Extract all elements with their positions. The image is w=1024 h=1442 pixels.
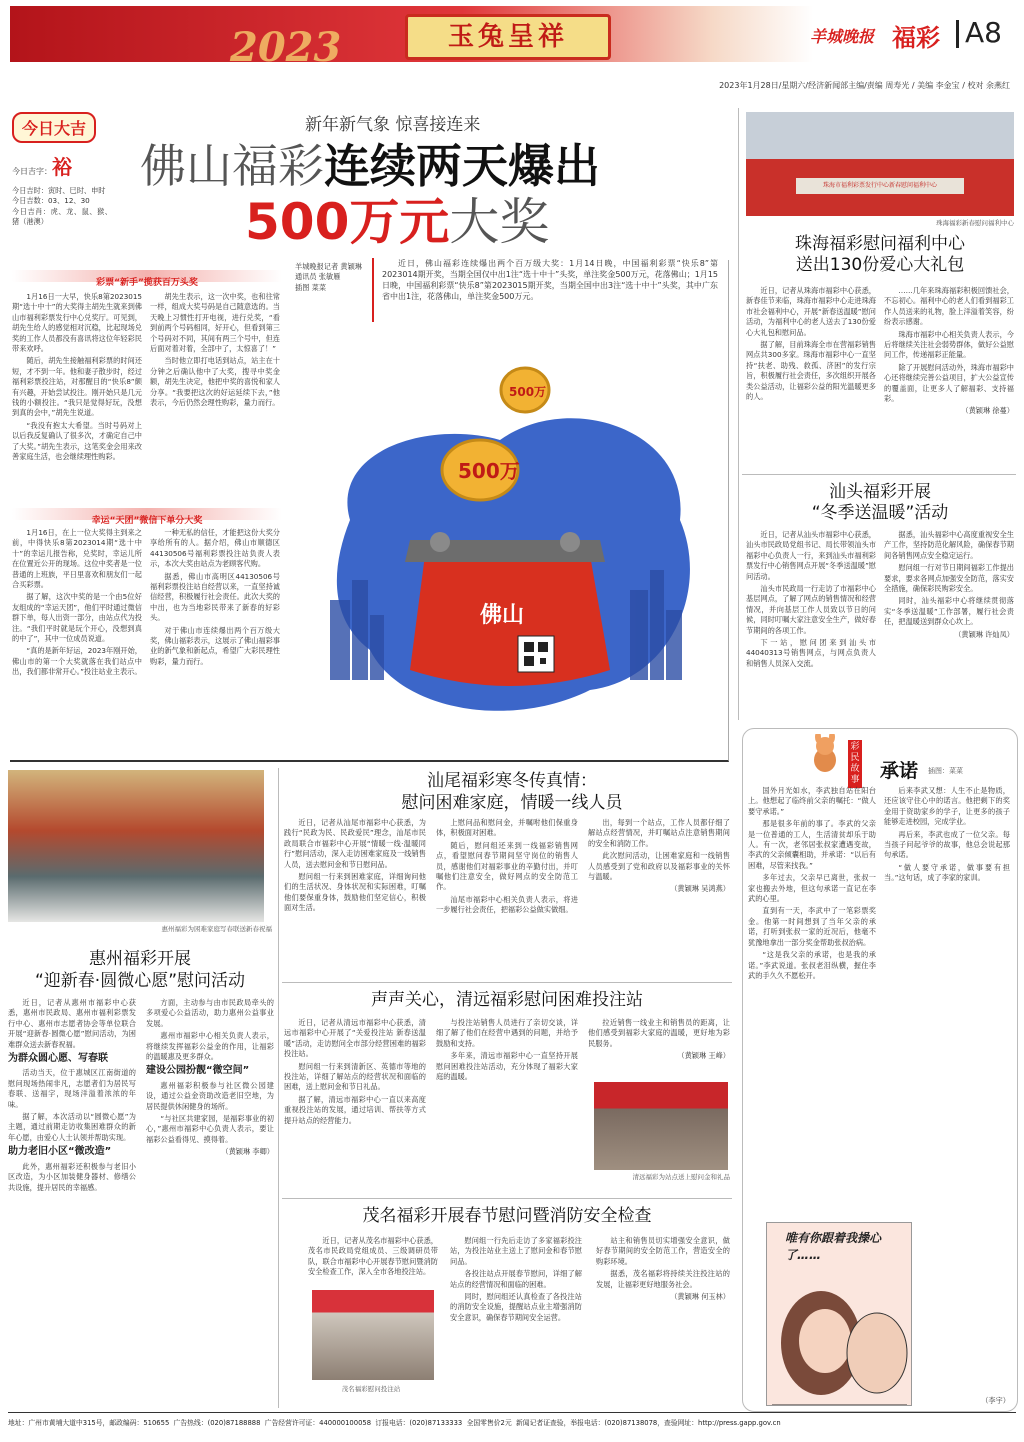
column-rule xyxy=(738,108,739,720)
paragraph: 再后来，李武也成了一位父亲。每当孩子问起爷爷的故事，他总会说起那句承诺。 xyxy=(884,829,1010,860)
masthead xyxy=(10,6,1014,71)
story-col-1 xyxy=(748,786,876,1216)
almanac-line: 今日吉时：寅时、巳时、申时 xyxy=(12,186,106,195)
maoming-photo xyxy=(312,1290,434,1380)
paragraph: 拉近销售一线业主和销售员的距离，让他们感受到福彩大家庭的温暖，更好地为彩民服务。 xyxy=(588,1018,730,1048)
author: （黄颖琳 徐蔓） xyxy=(961,406,1014,416)
maoming-col-3 xyxy=(596,1236,730,1406)
zhuhai-title: 珠海福彩慰问福利中心 送出130份爱心大礼包 xyxy=(795,234,965,275)
paragraph: 下一站，慰问团来到汕头市44040313号销售网点，与网点负责人和销售人员深入交流。 xyxy=(746,638,876,668)
footer-license: 广告经营许可证：440000100058 xyxy=(264,1419,372,1427)
story-title: 承诺 xyxy=(880,760,919,782)
lead-col-1 xyxy=(12,292,142,502)
huizhou-col-2 xyxy=(146,998,274,1404)
story-illus: 插图：菜菜 xyxy=(928,767,963,775)
paragraph: “这是我父亲的承诺，也是我的承诺。”李武说道。张叔老泪纵横，握住李武的手久久不愿松开。 xyxy=(748,950,876,980)
almanac-line: 今日吉肖：虎、龙、鼠、猴、猪（港澳） xyxy=(12,206,112,227)
paragraph: “与社区共建家园，是福彩事业的初心，”惠州市福彩中心负责人表示，要让福彩公益看得见、摸得着。 xyxy=(146,1114,274,1144)
paragraph: 对于佛山市连续爆出两个百万级大奖，佛山福彩表示，这展示了佛山福彩事业的新气象和新起点，希望广大彩民理性购彩，量力而行。 xyxy=(150,625,280,666)
paragraph: 当时他立即打电话到站点，站主在十分钟之后确认他中了大奖，搜寻中奖金额，胡先生决定，他把中奖的喜悦和家人分享。“我要把这次的好运延续下去，”他表示，今后仍然会理性购彩，量力而行。 xyxy=(150,356,280,408)
maoming-title: 茂名福彩开展春节慰问暨消防安全检查 xyxy=(362,1206,652,1226)
almanac-yi-label: 今日吉字： xyxy=(12,167,52,176)
almanac-line: 今日吉数：03、12、30 xyxy=(12,196,90,206)
mascot-icon xyxy=(808,734,842,774)
story-comic xyxy=(766,1222,912,1406)
paragraph: 据悉，佛山市高明区44130506号福利彩票投注站自经营以来，一直坚持诚信经营，积极履行社会责任。此次大奖的中出，也为当地彩民带来了新春的好彩头。 xyxy=(150,571,280,623)
qingyuan-photo xyxy=(594,1082,728,1170)
qingyuan-col-3 xyxy=(588,1018,730,1072)
paragraph: 慰问组一行对节日期间福彩工作提出要求，要求各网点加强安全防范，落实安全措施，确保彩民购彩安全。 xyxy=(884,563,1014,594)
lead-col-5 xyxy=(150,528,280,756)
year-label: 2023 xyxy=(230,24,342,71)
paragraph: “真的是新年好运，2023年刚开始，佛山市的第一个大奖就落在我们站点中出，我们都非常开心。”投注站业主表示。 xyxy=(12,646,142,677)
paragraph: 珠海市福彩中心相关负责人表示，今后将继续关注社会弱势群体，做好公益慰问工作，传递福彩正能量。 xyxy=(884,329,1014,360)
qingyuan-title: 声声关心，清远福彩慰问困难投注站 xyxy=(371,990,643,1010)
page-number: A8 xyxy=(965,16,1002,49)
photo-banner: 珠海市福利彩票发行中心新春慰问福利中心 xyxy=(796,178,964,194)
page-divider xyxy=(956,20,959,48)
comic-text: 唯有你跟着我操心了…… xyxy=(785,1231,882,1262)
shanwei-col-3 xyxy=(588,818,730,980)
shantou-col-2 xyxy=(884,530,1014,722)
photo-caption: 珠海福彩新春慰问福利中心 xyxy=(936,219,1014,227)
lead-title-line2 xyxy=(245,192,549,252)
paragraph: 胡先生表示，这一次中奖，也和往常一样，组成大奖号码是自己随意选的。当天晚上习惯性打开电视，进行兑奖，“看到前两个号码相同，好开心，但看到第三个号码对不同，其间有两三个号中，但连后面对着对着，全部中了，太惊喜了！” xyxy=(150,292,280,354)
paragraph: 此次慰问活动，让困难家庭和一线销售人员感受到了党和政府以及福彩事业的关怀与温暖。 xyxy=(588,851,730,882)
qingyuan-col-2 xyxy=(436,1018,578,1188)
paragraph: 随后，胡先生接触福利彩票的时间还短，才不到一年。他和妻子散步时，经过福利彩票投注站，对那醒目的“快乐8”颇有兴趣，开始尝试投注。刚开始只是几元钱的小额投注。“我只是觉得好玩，没想到真的会中，”胡先生说道。 xyxy=(12,356,142,418)
paragraph: 出，每到一个站点，工作人员都仔细了解站点经营情况，并叮嘱站点注意销售期间的安全和消防工作。 xyxy=(588,818,730,848)
section-title: 幸运“天团”微信下单分大奖 xyxy=(91,516,203,526)
column-rule xyxy=(278,768,279,1408)
lead-illustration xyxy=(290,330,730,750)
story-author: （李宇） xyxy=(981,1396,1010,1405)
lead-intro-box xyxy=(372,258,718,322)
story-column-label: 彩民故事 xyxy=(848,740,862,788)
paragraph: 惠州福彩积极参与社区微公园建设，通过公益金资助改造老旧空地，为居民提供休闲健身的场所。 xyxy=(146,1080,274,1111)
footer xyxy=(8,1417,1016,1427)
paragraph: 与投注站销售人员进行了亲切交谈，详细了解了他们在经营中遇到的问题，并给予鼓励和支持。 xyxy=(436,1018,578,1048)
section-rule xyxy=(282,1198,732,1199)
footer-price: 全国零售价2元 xyxy=(466,1419,512,1427)
lead-intro: 近日，佛山福彩连续爆出两个百万级大奖：1月14日晚，中国福利彩票“快乐8”第2023014期开奖，当期全国仅中出1注“选十中十”头奖，单注奖金500万元，花落佛山；1月15日晚，中国福利彩票“快乐8”第2023015期开奖，当期全国中出3注“选十中十”头奖，其中广东省中出1注，花落佛山，单注奖金500万元。 xyxy=(382,259,718,301)
almanac-yi-char: 裕 xyxy=(52,155,72,179)
paragraph: ……几年来珠海福彩积极回馈社会，不忘初心。福利中心的老人们看到福彩工作人员送来的礼物，脸上洋溢着笑容，纷纷表示感谢。 xyxy=(884,286,1014,327)
lead-title-line1 xyxy=(140,138,600,194)
svg-text:500万: 500万 xyxy=(509,385,547,399)
paragraph: 国外月光如水，李武独自站在阳台上。他想起了临终前父亲的嘱托：“做人要守承诺。” xyxy=(748,786,876,816)
footer-order: 订报电话：(020)87133333 xyxy=(375,1419,463,1427)
svg-text:500万: 500万 xyxy=(458,459,520,483)
section-rule xyxy=(282,982,732,983)
paragraph: 据了解，目前珠海全市在营福彩销售网点共300多家。珠海市福彩中心一直坚持“扶老、助残、救孤、济困”的发行宗旨，积极履行社会责任，多次组织开展各类公益活动，让福彩公益的阳光温暖更多的人。 xyxy=(746,340,876,402)
lead-section-bar xyxy=(12,270,282,288)
maoming-col-2 xyxy=(450,1236,582,1406)
lead-title-part: 佛山福彩 xyxy=(140,139,324,193)
paragraph: 据了解，本次活动以“圆微心愿”为主题，通过前期走访收集困难群众的新年心愿，由爱心人士认领并帮助实现。 xyxy=(8,1112,136,1142)
paragraph: 据悉，茂名福彩将持续关注投注站的发展，让福彩更好地服务社会。 xyxy=(596,1269,730,1289)
photo-caption: 清远福彩为站点送上慰问金和礼品 xyxy=(632,1173,730,1181)
huizhou-col-1 xyxy=(8,998,136,1404)
qingyuan-col-1 xyxy=(284,1018,426,1188)
paragraph: 据了解，清远市福彩中心一直以来高度重视投注站的发展，通过培训、帮扶等方式提升站点的经营能力。 xyxy=(284,1094,426,1125)
paragraph: 同时，慰问组还认真检查了各投注站的消防安全设施，提醒站点业主增强消防安全意识，确保春节期间安全运营。 xyxy=(450,1292,582,1322)
paragraph: 站主和销售员切实增强安全意识，做好春节期间的安全防范工作，营造安全的购彩环境。 xyxy=(596,1236,730,1266)
shantou-title: 汕头福彩开展 “冬季送温暖”活动 xyxy=(811,482,949,523)
footer-ad: 广告热线：(020)87188888 xyxy=(173,1419,261,1427)
paragraph: “我没有抱太大希望。当时号码对上以后我反复确认了很多次，才确定自己中了大奖。”胡先生表示，这笔奖金会用来改善家庭生活，也会继续理性购彩。 xyxy=(12,420,142,462)
paragraph: 惠州市福彩中心相关负责人表示，将继续发挥福彩公益金的作用，让福彩的温暖惠及更多群众。 xyxy=(146,1031,274,1062)
section-name: 福彩 xyxy=(892,24,940,52)
shanwei-title: 汕尾福彩寒冬传真情： 慰问困难家庭，情暖一线人员 xyxy=(401,771,623,813)
section-rule xyxy=(742,474,1016,475)
zhuhai-col-1 xyxy=(746,286,876,464)
paragraph: 汕尾市福彩中心相关负责人表示，将进一步履行社会责任，把福彩公益做实做细。 xyxy=(436,894,578,915)
footer-address: 地址：广州市黄埔大道中315号，邮政编码：510655 xyxy=(8,1419,170,1427)
photo-caption: 惠州福彩为困难家庭写春联送新春祝福 xyxy=(161,925,272,933)
author: （黄颖琳 许灿凤） xyxy=(954,629,1014,639)
shanwei-col-2 xyxy=(436,818,578,980)
paragraph: 多年来，清远市福彩中心一直坚持开展慰问困难投注站活动，充分体现了福彩大家庭的温暖。 xyxy=(436,1051,578,1082)
paragraph: 上慰问品和慰问金，并嘱咐他们保重身体，积极面对困难。 xyxy=(436,818,578,838)
paragraph: 一种无私的信任，才能把这份大奖分享给所有的人。据介绍，佛山市顺德区44130506号福利彩票投注站负责人表示，本次大奖由站点为老顾客代购。 xyxy=(150,528,280,569)
paragraph: “做人要守承诺，做事要有担当。”这句话，成了李家的家训。 xyxy=(884,862,1010,883)
maoming-col-1 xyxy=(308,1236,438,1286)
subheading: 为群众圆心愿、写春联 xyxy=(8,1053,108,1065)
author: （黄颖琳 吴鸿燕） xyxy=(670,884,730,894)
huizhou-title: 惠州福彩开展 “迎新春·圆微心愿”慰问活动 xyxy=(34,949,246,991)
huizhou-photo xyxy=(8,770,264,922)
paragraph: 汕头市民政局一行走访了市福彩中心基层网点，了解了网点的销售情况和经营情况，并向基层工作人员致以节日的问候，同时叮嘱大家注意安全生产，做好春节期间的各项工作。 xyxy=(746,584,876,635)
lead-title-part: 大奖 xyxy=(449,193,550,251)
paragraph: 各投注站点开展春节慰问，详细了解站点的经营情况和面临的困难。 xyxy=(450,1269,582,1289)
lead-kicker: 新年新气象 惊喜接连来 xyxy=(305,115,481,135)
lead-col-2 xyxy=(150,292,280,502)
paragraph: 此外，惠州福彩还积极参与老旧小区改造，为小区加装健身器材、修缮公共设施，提升居民的幸福感。 xyxy=(8,1161,136,1192)
zhuhai-col-2 xyxy=(884,286,1014,464)
paragraph: 近日，记者从汕尾市福彩中心获悉，为践行“民政为民、民政爱民”理念，汕尾市民政局联合市福彩中心开展“情暖一线·温暖同行”慰问活动，深入走访困难家庭及一线销售人员，送去慰问金和节日慰问品。 xyxy=(284,818,426,869)
subheading: 建设公园扮靓“微空间” xyxy=(146,1065,250,1077)
footer-report: 新闻记者证查验，举报电话：(020)87138078，查验网址：http://press.gapp.gov.cn xyxy=(516,1419,781,1427)
paragraph: 据悉，汕头福彩中心高度重视安全生产工作，坚持防范化解风险，确保春节期间各销售网点安全稳定运行。 xyxy=(884,530,1014,560)
paragraph: 同时，汕头福彩中心将继续贯彻落实“冬季送温暖”工作部署，履行社会责任，把温暖送到群众心坎上。 xyxy=(884,596,1014,627)
paragraph: 多年过去，父亲早已离世，张叔一家也搬去外地，但这句承诺一直记在李武的心里。 xyxy=(748,873,876,904)
paragraph: 活动当天，位于惠城区江南街道的慰问现场热闹非凡，志愿者们为居民写春联、送福字，现场洋溢着浓浓的年味。 xyxy=(8,1068,136,1109)
paragraph: 方面，主动参与由市民政局牵头的多项爱心公益活动，助力惠州公益事业发展。 xyxy=(146,998,274,1028)
lead-section-bar xyxy=(12,508,282,526)
paragraph: 慰问组一行来到清新区、英德市等地的投注站，详细了解站点的经营状况和面临的困难，送上慰问金和节日礼品。 xyxy=(284,1061,426,1092)
almanac-title: 今日大吉 xyxy=(12,112,96,143)
lucky-purse-illustration xyxy=(290,330,730,750)
footer-rule xyxy=(8,1412,1016,1413)
author: （黄颖琳 李卿） xyxy=(221,1147,274,1157)
banner-plaque xyxy=(405,14,611,60)
paragraph: 1月16日一大早，快乐8第2023015期“选十中十”的大奖得主胡先生就来到佛山市福利彩票发行中心兑奖厅。可见到，胡先生给人的感觉相对沉稳，比起现场兑奖的工作人员都没有喜讯将这位年轻彩民带来欢呼。 xyxy=(12,292,142,354)
paragraph: 随后，慰问组还来到一线福彩销售网点，看望慰问春节期间坚守岗位的销售人员，感谢他们对福彩事业的辛勤付出，并叮嘱他们注意安全，做好网点的安全防范工作。 xyxy=(436,840,578,892)
zhuhai-photo xyxy=(746,112,1014,216)
paragraph: 慰问组一行来到困难家庭，详细询问他们的生活状况、身体状况和实际困难，叮嘱他们要保重身体，鼓励他们坚定信心，积极面对生活。 xyxy=(284,872,426,913)
paragraph: 直到有一天，李武中了一笔彩票奖金。他第一时间想到了当年父亲的承诺，打听到张叔一家的近况后，他毫不犹豫地拿出一部分奖金帮助张叔治病。 xyxy=(748,906,876,947)
paragraph: 近日，记者从珠海市福彩中心获悉，新春佳节来临，珠海市福彩中心走进珠海市社会福利中心，开展“新春送温暖”慰问活动，为福利中心的老人送去了130份爱心大礼包和慰问品。 xyxy=(746,286,876,337)
shantou-col-1 xyxy=(746,530,876,722)
paragraph: 据了解，这次中奖的是一个由5位好友组成的“幸运天团”，他们平时通过微信群下单，每人出资一部分，由站点代为投注。“我们平时就是玩个开心，没想到真的中了”，其中一位成员说道。 xyxy=(12,592,142,644)
lead-title-part: 500万元 xyxy=(245,193,450,251)
banner-text: 玉兔呈祥 xyxy=(447,22,568,52)
paragraph: 慰问组一行先后走访了多家福彩投注站，为投注站业主送上了慰问金和春节慰问品。 xyxy=(450,1236,582,1266)
author: （黄颖琳 王峰） xyxy=(677,1051,730,1061)
svg-text:佛山: 佛山 xyxy=(480,603,525,628)
author: （黄颖琳 何玉林） xyxy=(670,1292,730,1302)
paper-logo: 羊城晚报 xyxy=(810,27,875,46)
paragraph: 近日，记者从汕头市福彩中心获悉，汕头市民政局党组书记、局长带领汕头市福彩中心负责人一行，来到汕头市福利彩票发行中心销售网点开展“冬季送温暖”慰问活动。 xyxy=(746,530,876,581)
page-meta: 2023年1月28日/星期六/经济新闻部主编/责编 周寿光 / 美编 李金宝 / 校对 余燕红 xyxy=(719,81,1010,90)
lead-col-4 xyxy=(12,528,142,756)
lead-byline: 羊城晚报记者 黄颖琳 通讯员 张敏雁 插图 菜菜 xyxy=(295,262,362,292)
subheading: 助力老旧小区“微改造” xyxy=(8,1146,112,1158)
paragraph: 1月16日，在上一位大奖得主到来之前，中得快乐8第2023014期“选十中十”的幸运儿报告称，兑奖时，幸运儿所在位置近公开的现场。这位中奖者是一位普通的上班族，平日里喜欢和朋友们一起合买彩票。 xyxy=(12,528,142,590)
paragraph: 那是很多年前的事了。李武的父亲是一位普通的工人，生活清贫却乐于助人。有一次，老邻居张叔家遭遇变故，李武的父亲倾囊相助，并承诺：“以后有困难，尽管来找我。” xyxy=(748,819,876,870)
photo-caption: 茂名福彩慰问投注站 xyxy=(341,1385,401,1393)
paragraph: 近日，记者从茂名市福彩中心获悉，茂名市民政局党组成员、三级调研员带队，联合市福彩中心开展春节慰问暨消防安全检查工作，深入全市各地投注站。 xyxy=(308,1236,438,1277)
paragraph: 除了开展慰问活动外，珠海市福彩中心还将继续完善公益项目，扩大公益宣传的覆盖面，让更多人了解福彩、支持福彩。 xyxy=(884,362,1014,404)
shanwei-col-1 xyxy=(284,818,426,980)
paragraph: 近日，记者从惠州市福彩中心获悉，惠州市民政局、惠州市福利彩票发行中心、惠州市志愿者协会等单位联合开展“迎新春·圆微心愿”慰问活动，为困难群众送去新春祝福。 xyxy=(8,998,136,1049)
paragraph: 近日，记者从清远市福彩中心获悉，清远市福彩中心开展了“关爱投注站 新春送温暖”活动，走访慰问全市部分经营困难的福彩投注站。 xyxy=(284,1018,426,1059)
paragraph: 后来李武又想：人生不止是物质，还应该守住心中的诺言。他把剩下的奖金用于资助家乡的学子，让更多的孩子能够走进校园，完成学业。 xyxy=(884,786,1010,827)
story-col-2 xyxy=(884,786,1010,1216)
lead-title-part: 连续两天爆出 xyxy=(324,139,600,193)
section-title: 彩票“新手”揽获百万头奖 xyxy=(96,278,198,288)
almanac-box xyxy=(12,112,122,258)
